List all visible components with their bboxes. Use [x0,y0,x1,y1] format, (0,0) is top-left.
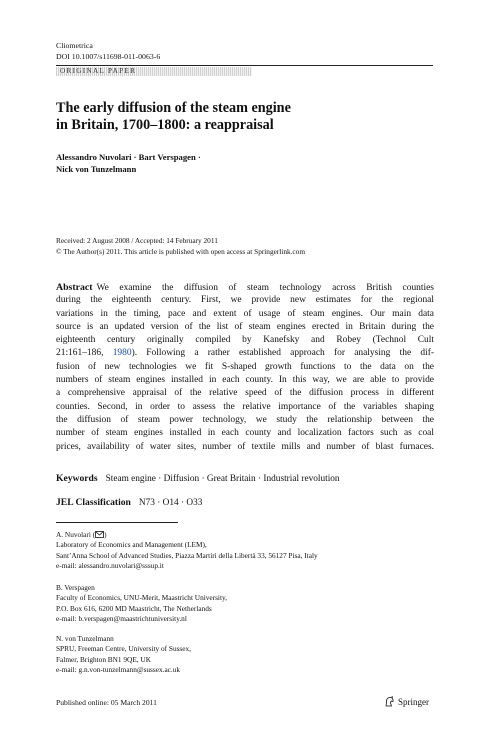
abstract-line: numbers of steam engines installed in each county. In this way, we are able to provide [56,375,434,386]
abstract-line: a comprehensive appraisal of the relative speed of the diffusion process in different [56,388,434,399]
affiliation-line: P.O. Box 616, 6200 MD Maastricht, The Netherlands [56,603,212,613]
abstract-line: variations in the timing, pace and extent of usage of steam engines. Our main data [56,308,434,319]
published-online-date: Published online: 05 March 2011 [56,698,157,707]
header-rule [56,65,433,66]
citation-link[interactable]: 1980 [112,348,132,359]
keywords-text: Steam engine · Diffusion · Great Britain · Industrial revolution [105,474,340,484]
author-line: Nick von Tunzelmann [56,164,137,174]
journal-header [56,40,160,62]
jel-classification [56,496,202,510]
springer-horse-icon [384,696,395,707]
envelope-icon [95,531,104,538]
abstract-line: 21:161–186, 1980). Following a rather established approach for analysing the dif- [56,348,434,359]
copyright-notice: © The Author(s) 2011. This article is published with open access at Springerlink.com [56,246,305,256]
abstract [56,281,434,454]
abstract-line: prices, availability of water sites, number of textile mills and number of blast furnaces. [56,441,434,452]
abstract-line: source is an updated version of the list of steam engines erected in Britain during the [56,321,434,332]
author-line: Alessandro Nuvolari · Bart Verspagen · [56,152,201,162]
affiliation-email[interactable]: e-mail: g.n.von-tunzelmann@sussex.ac.uk [56,664,181,674]
affiliation-line: Sant’Anna School of Advanced Studies, Piazza Martiri della Libertà 33, 56127 Pisa, Italy [56,550,318,560]
journal-name: Cliometrica [56,41,93,50]
affiliation-author: N. von Tunzelmann [56,634,114,643]
title-line: The early diffusion of the steam engine [56,100,291,116]
abstract-label: Abstract [56,282,93,293]
affiliation-block [56,634,191,675]
title-line: in Britain, 1700–1800: a reappraisal [56,117,274,133]
affiliation-email[interactable]: e-mail: alessandro.nuvolari@sssup.it [56,560,164,570]
abstract-line: Abstract We examine the diffusion of steam technology across British counties [56,282,434,293]
jel-label: JEL Classification [56,497,131,508]
jel-codes: N73 · O14 · O33 [138,498,203,508]
affiliation-author: A. Nuvolari ( ) [56,530,107,539]
abstract-line: fusion of new technologies we fit S-shaped growth functions to the data on the [56,361,434,372]
publisher-logo [384,696,429,707]
abstract-line: eighteenth century originally compiled by Kanefsky and Robey (Technol Cult [56,335,434,346]
abstract-line: number of steam engines installed in each county and localization factors such as coal [56,428,434,439]
affiliation-line: Faculty of Economics, UNU-Merit, Maastricht University, [56,593,227,603]
publisher-name: Springer [398,696,429,707]
keywords [56,472,436,486]
received-accepted-dates: Received: 2 August 2008 / Accepted: 14 February 2011 [56,236,218,245]
abstract-line: counties. Second, in order to assess the relative importance of the variables shaping [56,401,434,412]
article-history [56,236,305,257]
affiliation-block [56,583,227,624]
affiliation-block [56,530,318,571]
article-title [56,100,436,134]
affiliation-line: Falmer, Brighton BN1 9QE, UK [56,654,151,664]
keywords-label: Keywords [56,473,98,484]
abstract-line: during the eighteenth century. First, we provide new estimates for the regional [56,295,434,306]
affiliation-email[interactable]: e-mail: b.verspagen@maastrichtuniversity.nl [56,613,187,623]
article-doi[interactable]: DOI 10.1007/s11698-011-0063-6 [56,52,161,61]
author-list [56,151,436,175]
affiliation-line: SPRU, Freeman Centre, University of Sussex, [56,644,191,654]
footnote-rule [56,522,178,523]
affiliation-line: Laboratory of Economics and Management (LEM), [56,540,207,550]
affiliation-author: B. Verspagen [56,583,95,592]
abstract-line: the diffusion of steam power technology, we study the relationship between the [56,414,434,425]
article-type-banner: ORIGINAL PAPER [56,67,252,76]
